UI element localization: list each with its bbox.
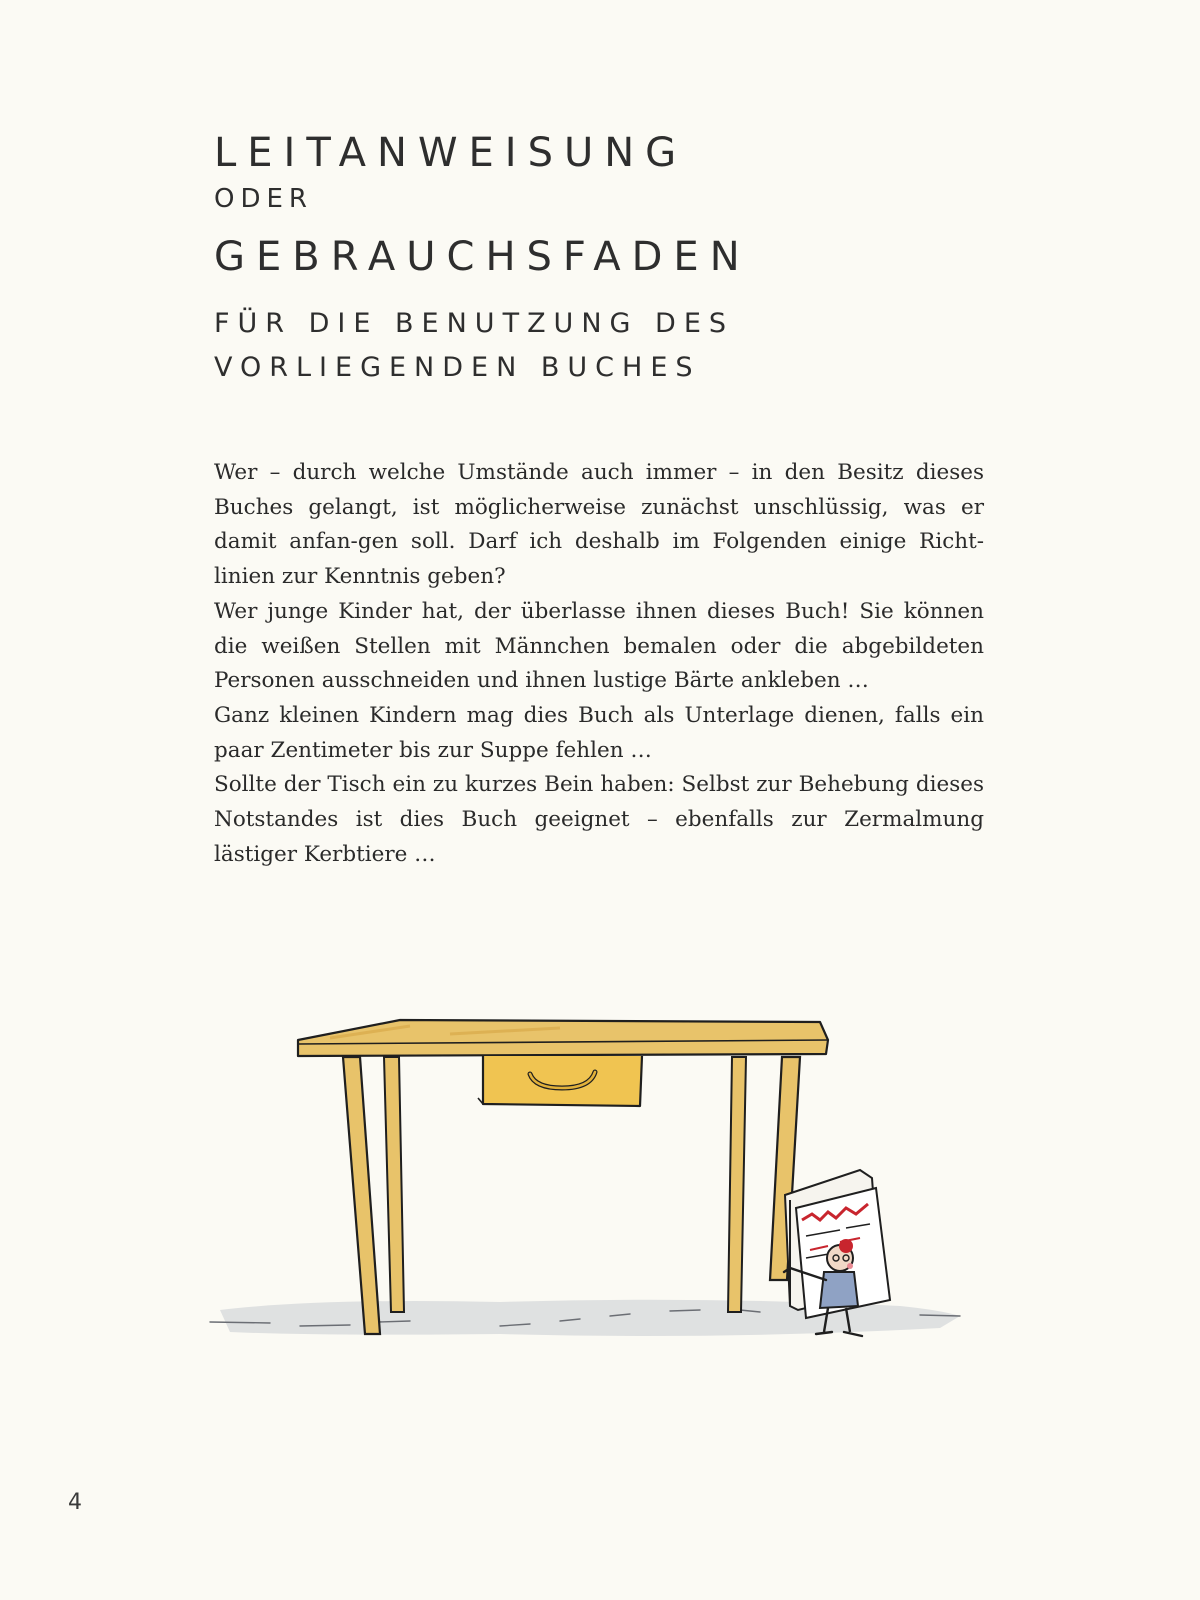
paragraph: Sollte der Tisch ein zu kurzes Bein haben: Selbst zur Behebung dieses Notstandes ist dies Buch geeignet – ebenfalls zur Zermalmung lästiger Kerbtiere … — [214, 772, 984, 867]
title-line-2: ODER — [214, 184, 313, 214]
paragraph: Wer – durch welche Umstände auch immer – in den Besitz dieses Buches gelangt, ist möglicherweise zunächst unschlüssig, was er damit anfan-gen soll. Darf ich deshalb im Folgenden einige Richt-linien zur Kenntnis geben? — [214, 460, 984, 590]
body-text — [214, 456, 984, 872]
table-leg — [384, 1057, 404, 1312]
page-number: 4 — [68, 1490, 82, 1515]
tabletop — [298, 1020, 828, 1056]
title-block — [214, 128, 1034, 390]
title-line-1: LEITANWEISUNG — [214, 130, 688, 176]
subtitle-line-2: VORLIEGENDEN BUCHES — [214, 352, 701, 383]
table-leg — [728, 1057, 746, 1312]
table-leg — [343, 1057, 380, 1334]
subtitle — [214, 302, 1034, 390]
paragraph: Ganz kleinen Kindern mag dies Buch als Unterlage dienen, falls ein paar Zentimeter bis zur Suppe fehlen … — [214, 702, 984, 763]
table-illustration — [200, 1010, 980, 1410]
title-line-3: GEBRAUCHSFADEN — [214, 234, 751, 280]
drawer — [483, 1056, 642, 1106]
paragraph: Wer junge Kinder hat, der überlasse ihnen dieses Buch! Sie können die weißen Stellen mit Männchen bemalen oder die abgebildeten Personen ausschneiden und ihnen lustige Bärte ankleben … — [214, 598, 984, 694]
subtitle-line-1: FÜR DIE BENUTZUNG DES — [214, 308, 735, 339]
